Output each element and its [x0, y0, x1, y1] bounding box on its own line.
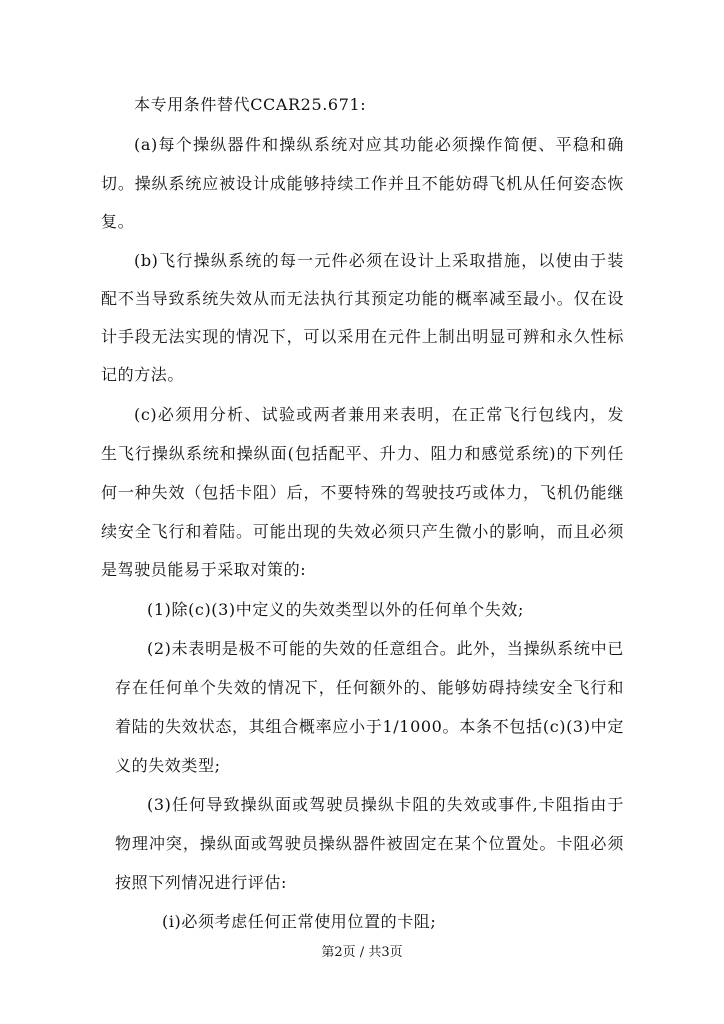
text-line: 存在任何单个失效的情况下，任何额外的、能够妨碍持续安全飞行和 — [115, 678, 624, 697]
text-line: 切。操纵系统应被设计成能够持续工作并且不能妨碍飞机从任何姿态恢 — [101, 174, 624, 193]
text-line: 计手段无法实现的情况下，可以采用在元件上制出明显可辨和永久性标 — [101, 327, 624, 346]
page-number-footer: 第2页 / 共3页 — [321, 945, 403, 960]
text-line: (b)飞行操纵系统的每一元件必须在设计上采取措施，以使由于装 — [134, 251, 624, 270]
text-line: 复。 — [101, 212, 135, 231]
text-line: (3)任何导致操纵面或驾驶员操纵卡阻的失效或事件,卡阻指由于 — [147, 795, 624, 814]
text-line: 义的失效类型; — [115, 756, 221, 775]
text-line: (c)必须用分析、试验或两者兼用来表明，在正常飞行包线内，发 — [134, 405, 624, 424]
text-line: (i)必须考虑任何正常使用位置的卡阻; — [162, 912, 437, 931]
text-line: 生飞行操纵系统和操纵面(包括配平、升力、阻力和感觉系统)的下列任 — [101, 444, 624, 463]
text-line: (2)未表明是极不可能的失效的任意组合。此外，当操纵系统中已 — [147, 639, 624, 658]
text-line: 续安全飞行和着陆。可能出现的失效必须只产生微小的影响，而且必须 — [101, 522, 624, 541]
text-line: 着陆的失效状态，其组合概率应小于1/1000。本条不包括(c)(3)中定 — [115, 717, 624, 736]
text-line: 是驾驶员能易于采取对策的: — [101, 560, 307, 579]
text-line: (1)除(c)(3)中定义的失效类型以外的任何单个失效; — [147, 600, 524, 619]
text-line: 配不当导致系统失效从而无法执行其预定功能的概率减至最小。仅在设 — [101, 289, 624, 308]
text-line: 按照下列情况进行评估: — [115, 873, 287, 892]
text-line: 何一种失效（包括卡阻）后，不要特殊的驾驶技巧或体力，飞机仍能继 — [101, 483, 624, 502]
text-line: 物理冲突，操纵面或驾驶员操纵器件被固定在某个位置处。卡阻必须 — [115, 834, 624, 853]
text-line: 记的方法。 — [101, 365, 185, 384]
text-line: 本专用条件替代CCAR25.671: — [134, 95, 367, 114]
text-line: (a)每个操纵器件和操纵系统对应其功能必须操作简便、平稳和确 — [134, 135, 624, 154]
